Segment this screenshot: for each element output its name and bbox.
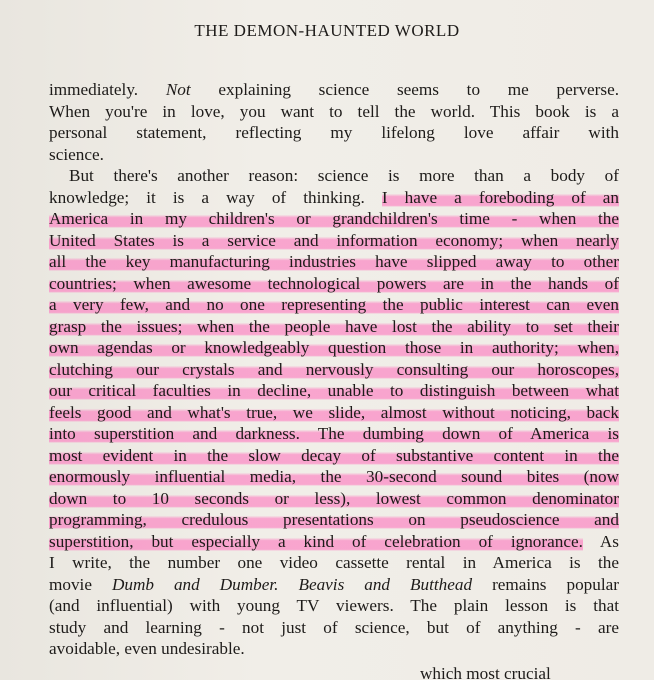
text-line (49, 294, 619, 316)
text-span: knowledge; it is a way of thinking. (49, 187, 382, 207)
text-line (49, 208, 619, 230)
text-span: study and learning - not just of science, but of anything - are (49, 617, 619, 637)
text-span: immediately. (49, 80, 166, 99)
text-span: personal statement, reflecting my lifelong love affair with (49, 123, 619, 142)
text-line (49, 79, 619, 101)
highlighted-text: America in my children's or grandchildren's time - when the (49, 209, 619, 228)
text-line (49, 273, 619, 295)
highlighted-text: grasp the issues; when the people have lost the ability to set their (49, 316, 619, 336)
cutoff-line-fragment (0, 666, 654, 680)
cutoff-text: which most crucial (420, 666, 551, 680)
text-line (49, 230, 619, 252)
highlighted-text: into superstition and darkness. (49, 424, 300, 443)
text-line (49, 316, 619, 338)
text-line (49, 101, 619, 123)
text-line (49, 359, 619, 381)
text-span: remains popular (472, 574, 619, 594)
text-line (49, 466, 619, 488)
highlighted-text: I have a foreboding of an (381, 187, 619, 207)
text-line (49, 165, 619, 187)
text-line (49, 617, 619, 639)
highlighted-text: down to 10 seconds or less), lowest common denominator (49, 488, 619, 508)
text-line (49, 531, 619, 553)
text-line (49, 445, 619, 467)
highlighted-text: feels good and what's true, we slide, almost without noticing, back (49, 402, 619, 422)
text-span: movie (49, 574, 112, 594)
text-line (49, 552, 619, 574)
text-line (49, 144, 619, 166)
body-text (49, 79, 619, 660)
highlighted-text: all the key manufacturing industries have slipped away to other (49, 252, 619, 271)
text-line (49, 595, 619, 617)
text-span: I write, the number one video cassette rental in America is the (49, 553, 619, 572)
text-span: (and influential) with young TV viewers. The plain lesson is that (49, 596, 619, 615)
text-line (49, 337, 619, 359)
highlighted-text: most evident in the slow decay of substantive content in the (49, 445, 619, 465)
highlighted-text: own agendas or knowledgeably question those in authority; when, (49, 338, 619, 357)
highlighted-text: superstition, but especially a kind of celebration of ignorance. (49, 531, 583, 551)
text-line (49, 574, 619, 596)
text-line (49, 638, 619, 660)
highlighted-text: programming, credulous presentations on pseudoscience and (49, 510, 619, 529)
text-line (49, 187, 619, 209)
highlighted-text: countries; when awesome technological powers are in the hands of (49, 273, 619, 293)
text-span: Dumb and Dumber. Beavis and Butthead (111, 574, 473, 594)
text-span: science. (49, 144, 104, 164)
text-line (49, 423, 619, 445)
text-span: When you're in love, you want to tell the world. This book is a (49, 101, 619, 121)
highlighted-text: our critical faculties in decline, unable to distinguish between what (49, 381, 619, 400)
highlighted-text: United States is a service and information economy; when nearly (49, 230, 619, 250)
text-line (49, 380, 619, 402)
text-span: explaining science seems to me perverse. (190, 80, 619, 99)
text-line (49, 488, 619, 510)
text-span: But there's another reason: science is more than a body of (69, 166, 619, 185)
text-span: avoidable, even undesirable. (49, 639, 245, 658)
text-span: Not (165, 80, 191, 99)
highlighted-text: enormously influential media, the 30-second sound bites (now (49, 467, 619, 486)
text-span: As (582, 531, 619, 551)
text-line (49, 509, 619, 531)
highlighted-text: clutching our crystals and nervously consulting our horoscopes, (49, 359, 619, 379)
text-line (49, 122, 619, 144)
text-line (49, 251, 619, 273)
running-head: THE DEMON-HAUNTED WORLD (194, 21, 460, 40)
text-line (49, 402, 619, 424)
highlighted-text: a very few, and no one representing the public interest can even (49, 295, 619, 314)
highlighted-text: The dumbing down of America is (299, 424, 619, 443)
